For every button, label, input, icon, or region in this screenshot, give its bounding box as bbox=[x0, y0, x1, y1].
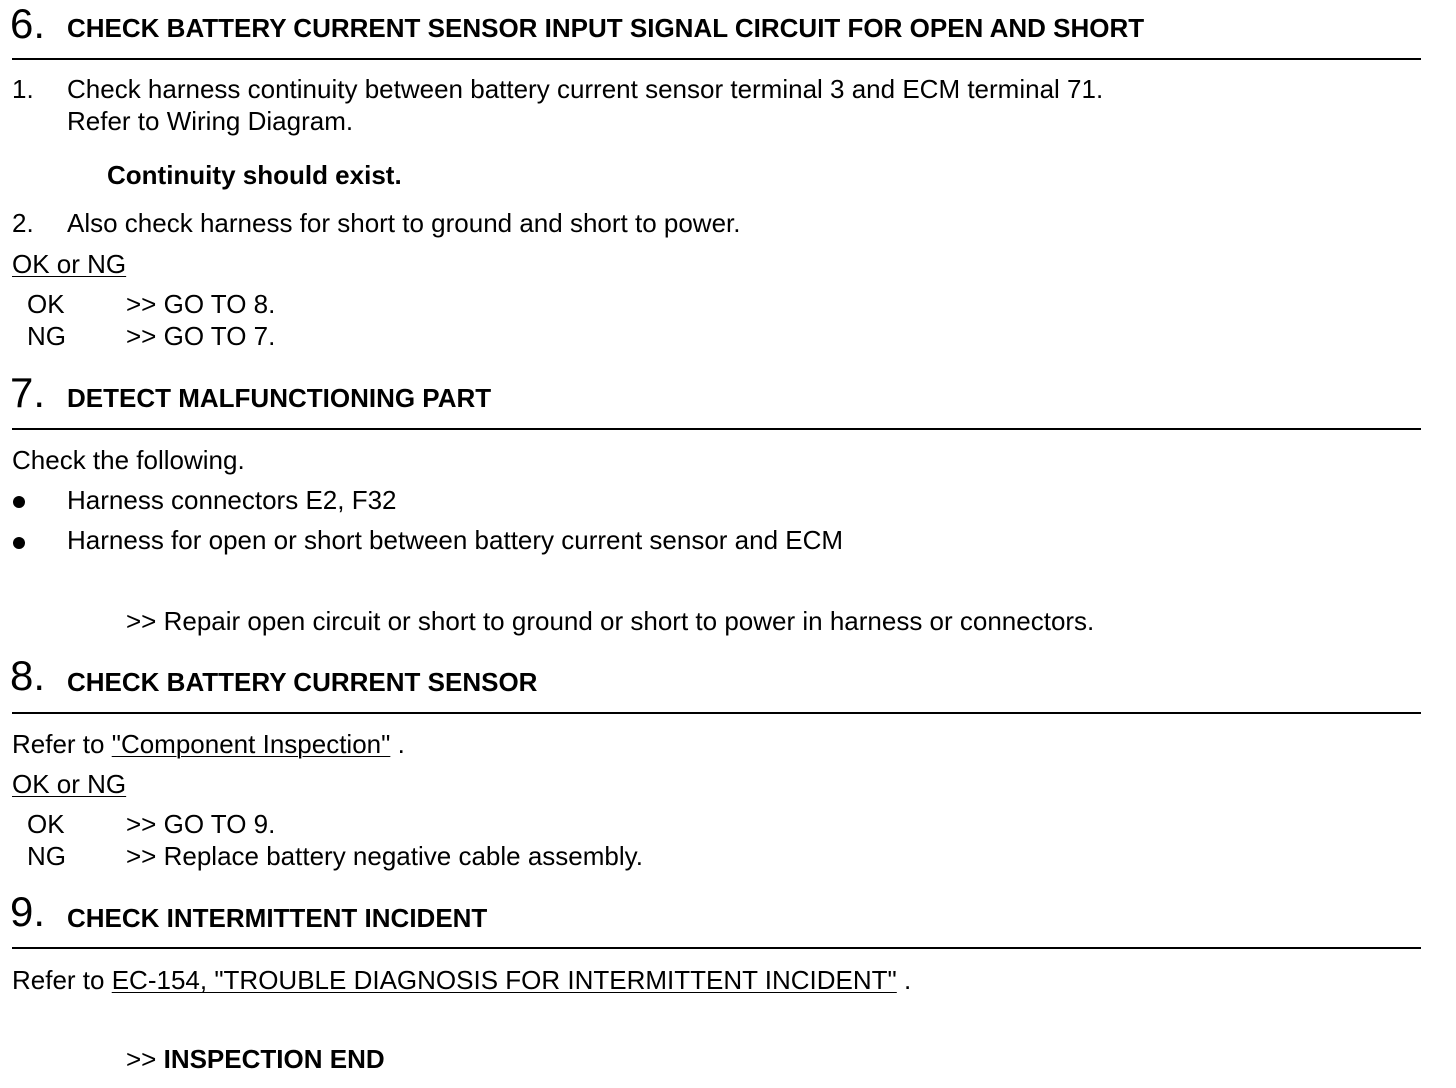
step-9-reference-suffix: . bbox=[896, 965, 912, 995]
step-7-number: 7. bbox=[10, 369, 46, 416]
step-9-end bbox=[126, 1044, 385, 1074]
bullet-icon bbox=[13, 537, 25, 549]
step-8-reference-suffix: . bbox=[390, 729, 405, 759]
step-8-ok-label: OK bbox=[27, 809, 65, 839]
step-6-decision-heading: OK or NG bbox=[12, 249, 127, 279]
step-6-item-2-text: Also check harness for short to ground and short to power. bbox=[67, 208, 741, 238]
step-7-intro: Check the following. bbox=[12, 445, 245, 475]
step-9-reference-prefix: Refer to bbox=[12, 965, 112, 995]
inspection-end-label: INSPECTION END bbox=[163, 1044, 385, 1074]
step-9-end-prefix: >> bbox=[126, 1044, 164, 1074]
step-6-ng-label: NG bbox=[27, 321, 66, 351]
step-7-title: DETECT MALFUNCTIONING PART bbox=[67, 383, 492, 413]
step-8-reference-prefix: Refer to bbox=[12, 729, 112, 759]
step-7-action: >> Repair open circuit or short to ground or short to power in harness or connectors. bbox=[126, 606, 1095, 636]
step-6-specification: Continuity should exist. bbox=[107, 160, 402, 190]
step-6-item-1-line-2: Refer to Wiring Diagram. bbox=[67, 106, 354, 136]
step-9-title: CHECK INTERMITTENT INCIDENT bbox=[67, 903, 488, 933]
step-6-divider bbox=[12, 58, 1421, 60]
component-inspection-link[interactable]: "Component Inspection" bbox=[111, 729, 391, 759]
step-9-reference bbox=[12, 965, 911, 995]
step-8-reference bbox=[12, 729, 405, 759]
step-7-bullet-2: Harness for open or short between battery current sensor and ECM bbox=[67, 525, 844, 555]
step-6-item-1-number: 1. bbox=[12, 74, 34, 104]
step-9-number: 9. bbox=[10, 888, 46, 935]
step-9-divider bbox=[12, 947, 1421, 949]
step-8-divider bbox=[12, 712, 1421, 714]
step-8-ok-action: >> GO TO 9. bbox=[126, 809, 276, 839]
step-6-ok-label: OK bbox=[27, 289, 65, 319]
step-8-number: 8. bbox=[10, 652, 46, 699]
step-8-decision-heading: OK or NG bbox=[12, 769, 127, 799]
step-8-ng-action: >> Replace battery negative cable assembly. bbox=[126, 841, 643, 871]
step-7-divider bbox=[12, 428, 1421, 430]
step-6-ok-action: >> GO TO 8. bbox=[126, 289, 276, 319]
step-6-number: 6. bbox=[10, 0, 46, 47]
step-8-ng-label: NG bbox=[27, 841, 66, 871]
bullet-icon bbox=[13, 496, 25, 508]
step-6-title: CHECK BATTERY CURRENT SENSOR INPUT SIGNAL CIRCUIT FOR OPEN AND SHORT bbox=[67, 13, 1145, 43]
step-8-title: CHECK BATTERY CURRENT SENSOR bbox=[67, 667, 538, 697]
step-6-item-2-number: 2. bbox=[12, 208, 34, 238]
step-6-item-1-line-1: Check harness continuity between battery current sensor terminal 3 and ECM terminal 71. bbox=[67, 74, 1104, 104]
step-6-ng-action: >> GO TO 7. bbox=[126, 321, 276, 351]
step-7-bullet-1: Harness connectors E2, F32 bbox=[67, 485, 397, 515]
intermittent-incident-link[interactable]: EC-154, "TROUBLE DIAGNOSIS FOR INTERMITTENT INCIDENT" bbox=[111, 965, 897, 995]
